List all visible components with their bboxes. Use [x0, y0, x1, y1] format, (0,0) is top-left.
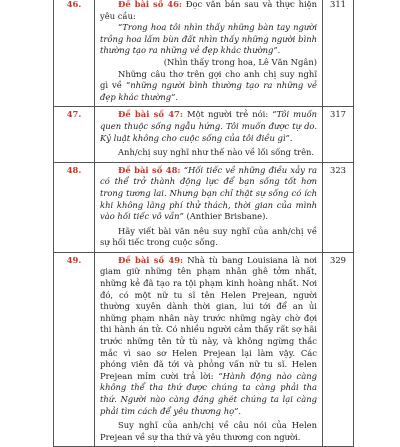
topic-task-quote: “những người bình thường tạo ra những vẻ đẹp khác thường”. — [100, 80, 317, 102]
topic-quote: “Tôi muốn quen thuộc sống ngẫu hứng. Tôi muốn được tự do. Kỷ luật không cho cuộc sống của tôi điều gì”. — [100, 109, 317, 143]
table-row — [54, 107, 354, 162]
topic-label: Đề bài số 49: — [118, 254, 184, 265]
row-number: 46. — [54, 0, 95, 107]
row-page-number: 317 — [323, 107, 354, 162]
topic-quote: “Trong hoa tôi nhìn thấy những bàn tay người trồng hoa lấm bùn đất nhìn thấy những người bình thường tạo ra những vẻ đẹp khác thường”. — [100, 22, 317, 56]
topic-task: Anh/chị suy nghĩ như thế nào về lối sống trên. — [118, 147, 315, 158]
row-page-number: 329 — [323, 252, 354, 447]
row-content — [95, 0, 323, 107]
row-number: 49. — [54, 252, 95, 447]
table-row — [54, 162, 354, 252]
table-row — [54, 0, 354, 107]
row-page-number: 323 — [323, 162, 354, 252]
row-number: 48. — [54, 162, 95, 252]
topic-quote: “Hối tiếc về những điều xảy ra có thể trở thành động lực để bạn sống tốt hơn trong tương lai. Nhưng bạn chỉ thật sự sống có ích khi không lãng phí thử thách, thời gian của mình vào hối tiếc vô vần” — [100, 164, 317, 222]
topic-label: Đề bài số 48: — [118, 164, 181, 175]
topic-text: Đọc văn bản sau và thực hiện yêu cầu: — [100, 0, 317, 21]
row-content — [95, 107, 323, 162]
row-number: 47. — [54, 107, 95, 162]
row-content — [95, 162, 323, 252]
topic-source: (Nhìn thấy trong hoa, Lê Văn Ngân) — [163, 56, 317, 67]
topic-text: Một người trẻ nói: — [182, 109, 273, 120]
topic-task: Những câu thơ trên gợi cho anh chị suy nghĩ gì về — [100, 68, 317, 91]
row-content — [95, 252, 323, 447]
topic-label: Đề bài số 46: — [118, 0, 183, 9]
topics-table — [53, 0, 354, 447]
topic-task: Hãy viết bài văn nêu suy nghĩ của anh/chị về sự hối tiếc trong cuộc sống. — [100, 225, 317, 248]
topic-quote: “Hành động nào càng không thể tha thứ được chúng ta càng phải tha thứ. Người nào càng đáng ghét chúng ta lại càng phải tìm cách để yêu thương họ”. — [100, 370, 317, 416]
topic-text: (Anthier Brisbane). — [183, 211, 269, 222]
topic-task: Suy nghĩ của anh/chị về câu nói của Helen Prejean về sự tha thứ và yêu thương con người. — [100, 420, 317, 442]
topic-text: Nhà tù bang Louisiana là nơi giam giữ những tên phạm nhân ghê tởm nhất, những kẻ đã tạo ra tội phạm kinh hoàng nhất. Nơi đó, có một nữ tu sĩ tên Helen Prejean, người thường xuyên dành thời gian, lui tới để an ủi những phạm nhân này trước những ngày chờ đợi thi hành án tử. Có nhiều người cảm thấy rất sợ hãi trước những tên tử tù này, và không ngừng thắc mắc vì sao sơ Helen Prejean lại làm vậy. Các phóng viên đã tới và phỏng vấn nữ tu sĩ. Helen Prejean mỉm cười trả lời: — [100, 254, 317, 381]
topic-label: Đề bài số 47: — [118, 109, 183, 120]
table-row — [54, 252, 354, 447]
row-page-number: 311 — [323, 0, 354, 107]
